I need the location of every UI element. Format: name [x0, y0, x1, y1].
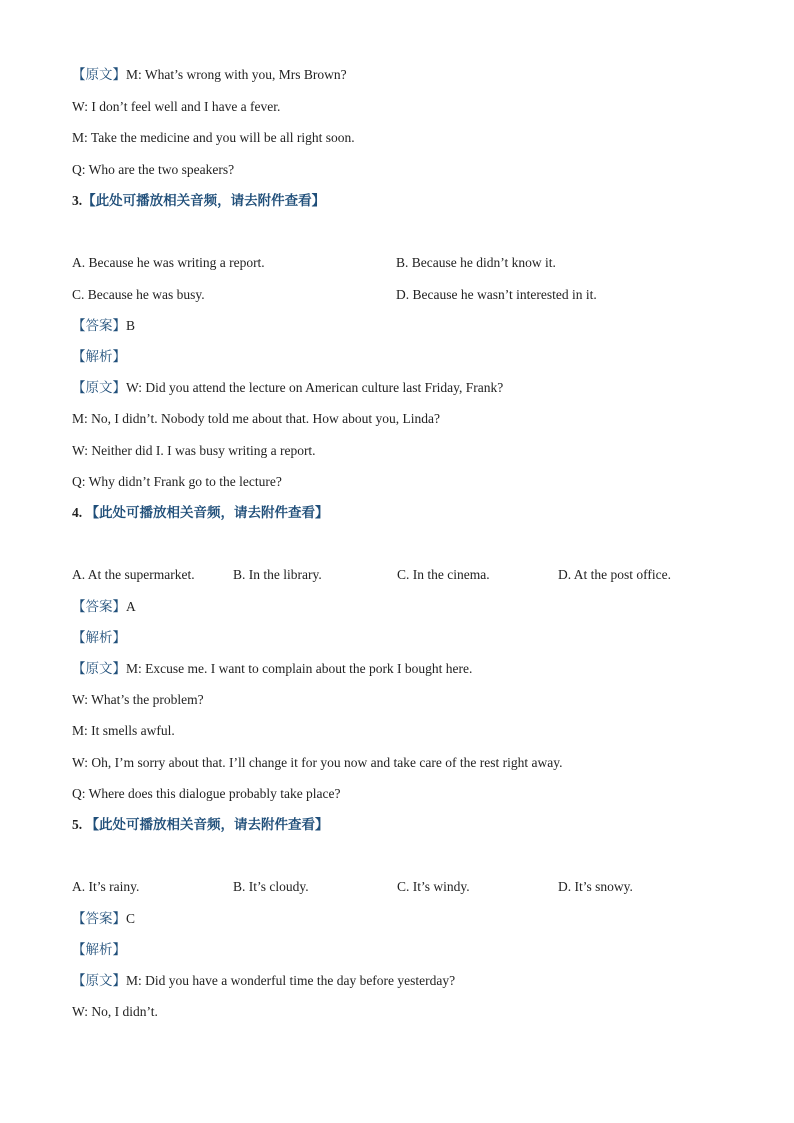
q3-option-d: D. Because he wasn’t interested in it.: [396, 287, 597, 302]
q2-transcript-line-3: M: Take the medicine and you will be all right soon.: [72, 130, 355, 145]
q3-transcript-line-2: M: No, I didn’t. Nobody told me about that. How about you, Linda?: [72, 411, 440, 426]
q4-answer-tag: 【答案】: [72, 599, 126, 614]
q2-transcript-line-2: W: I don’t feel well and I have a fever.: [72, 99, 281, 114]
q5-number: 5.: [72, 817, 83, 832]
q5-original-tag: 【原文】: [72, 973, 126, 988]
q4-answer-value: A: [126, 599, 136, 614]
q4-transcript-line-1: 【原文】M: Excuse me. I want to complain about the pork I bought here.: [72, 661, 473, 676]
q5-option-b: B. It’s cloudy.: [233, 879, 309, 894]
q3-answer: [72, 317, 135, 335]
q3-audio-note[interactable]: 【此处可播放相关音频，请去附件查看】: [82, 193, 326, 208]
q2-question-line: Q: Who are the two speakers?: [72, 162, 235, 177]
q5-transcript-line-2: W: No, I didn’t.: [72, 1004, 158, 1019]
q3-question-line: Q: Why didn’t Frank go to the lecture?: [72, 474, 282, 489]
q2-original-tag: 【原文】: [72, 67, 126, 82]
q5-option-c: C. It’s windy.: [397, 879, 470, 894]
q4-transcript-line-2: W: What’s the problem?: [72, 692, 204, 707]
q5-answer: [72, 910, 135, 928]
q3-transcript-line-3: W: Neither did I. I was busy writing a report.: [72, 443, 316, 458]
q4-question-line: Q: Where does this dialogue probably take place?: [72, 786, 341, 801]
q4-transcript-line-3: M: It smells awful.: [72, 723, 175, 738]
q4-analysis-tag: 【解析】: [72, 630, 126, 645]
q4-option-d: D. At the post office.: [558, 567, 671, 582]
q3-option-a: A. Because he was writing a report.: [72, 255, 265, 270]
q3-analysis-tag: 【解析】: [72, 349, 126, 364]
q5-audio-note[interactable]: 【此处可播放相关音频，请去附件查看】: [85, 817, 329, 832]
q4-option-c: C. In the cinema.: [397, 567, 490, 582]
q5-option-a: A. It’s rainy.: [72, 879, 140, 894]
q3-number: 3.: [72, 193, 83, 208]
q3-answer-tag: 【答案】: [72, 318, 126, 333]
q4-option-a: A. At the supermarket.: [72, 567, 195, 582]
q2-transcript-line-1: 【原文】M: What’s wrong with you, Mrs Brown?: [72, 67, 347, 82]
q5-option-d: D. It’s snowy.: [558, 879, 633, 894]
q4-original-tag: 【原文】: [72, 661, 126, 676]
q3-option-b: B. Because he didn’t know it.: [396, 255, 556, 270]
q4-number: 4.: [72, 505, 83, 520]
q5-answer-value: C: [126, 911, 136, 926]
q4-option-b: B. In the library.: [233, 567, 322, 582]
q3-answer-value: B: [126, 318, 136, 333]
q5-transcript-line-1: 【原文】M: Did you have a wonderful time the day before yesterday?: [72, 973, 456, 988]
q3-original-tag: 【原文】: [72, 380, 126, 395]
q4-heading: [72, 504, 329, 522]
q3-heading: [72, 192, 325, 210]
q5-analysis-tag: 【解析】: [72, 942, 126, 957]
q4-answer: [72, 598, 136, 616]
q4-transcript-line-4: W: Oh, I’m sorry about that. I’ll change it for you now and take care of the rest right away.: [72, 755, 563, 770]
q3-option-c: C. Because he was busy.: [72, 287, 205, 302]
q5-heading: [72, 816, 329, 834]
q5-answer-tag: 【答案】: [72, 911, 126, 926]
q3-transcript-line-1: 【原文】W: Did you attend the lecture on American culture last Friday, Frank?: [72, 380, 504, 395]
q4-audio-note[interactable]: 【此处可播放相关音频，请去附件查看】: [85, 505, 329, 520]
